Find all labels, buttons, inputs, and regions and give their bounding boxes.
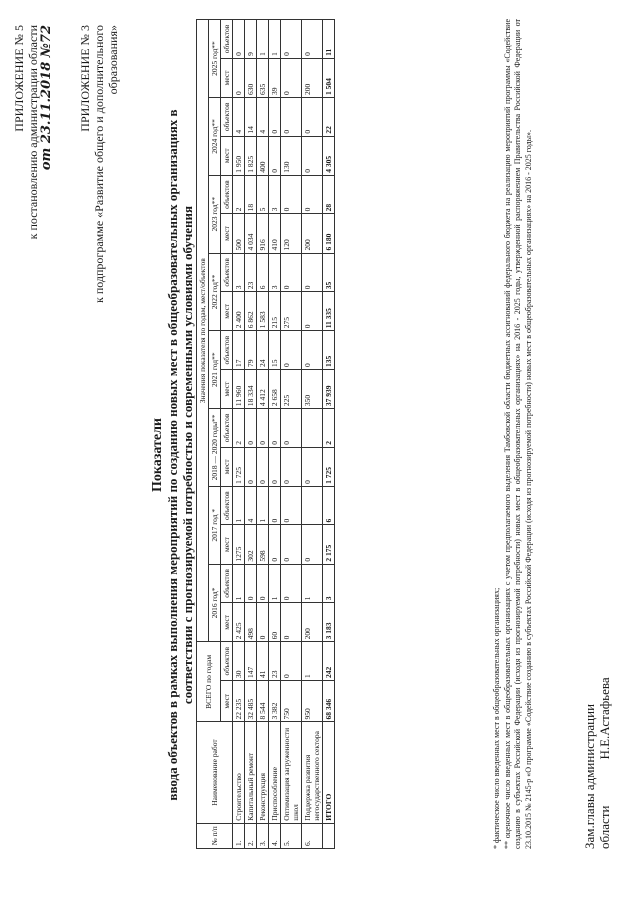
table-cell: 4 [245,486,257,525]
table-cell: 630 [245,58,257,97]
table-cell: 8 544 [257,681,269,722]
total-cell: 3 183 [323,603,335,642]
row-name: Оптимизация загруженности школ [281,722,302,823]
header-places: мест [221,447,233,486]
table-cell: 39 [269,58,281,97]
table-cell: 41 [257,642,269,681]
header-year: 2024 год** [209,98,221,176]
table-cell: 0 [257,603,269,642]
table-cell: 0 [269,136,281,175]
table-cell: 0 [281,58,302,97]
header-places: мест [221,681,233,722]
table-cell: 350 [302,369,323,408]
table-cell: 4 [257,98,269,137]
table-cell: 15 [269,331,281,370]
table-cell: 0 [269,447,281,486]
table-cell: 0 [257,564,269,603]
header-places: мест [221,58,233,97]
table-cell: 0 [281,175,302,214]
table-cell: 0 [281,642,302,681]
table-cell: 0 [281,603,302,642]
table-cell: 2 658 [269,369,281,408]
table-cell: 200 [302,214,323,253]
table-cell: 200 [302,58,323,97]
table-cell: 0 [302,20,323,59]
header-name: Наименование работ [197,722,233,823]
header-objects: объектов [221,409,233,448]
header-num: № п/п [197,823,233,848]
header-objects: объектов [221,175,233,214]
table-cell: 1 [269,564,281,603]
table-cell: 0 [257,409,269,448]
footnotes [492,19,534,849]
table-cell: 3 [233,253,245,292]
table-cell: 5 [257,175,269,214]
table-cell: 4 034 [245,214,257,253]
table-cell: 18 [245,175,257,214]
table-cell: 3 [269,175,281,214]
row-name: Поддержка развития негосударственного сектора [302,722,323,823]
table-cell: 23 [245,253,257,292]
table-cell: 6 [257,253,269,292]
appendix-number: ПРИЛОЖЕНИЕ № 5 [12,25,26,132]
table-cell: 0 [269,525,281,564]
subappendix-ref: к подпрограмме «Развитие общего и дополнительного [92,25,106,304]
table-cell: 32 485 [245,681,257,722]
table-cell: 950 [302,681,323,722]
header-objects: объектов [221,253,233,292]
row-number: 3. [257,823,269,848]
table-cell: 1 825 [245,136,257,175]
header-places: мест [221,525,233,564]
table-cell: 3 [269,253,281,292]
table-cell: 215 [269,292,281,331]
table-cell: 1 583 [257,292,269,331]
title-heading: Показатели [150,417,165,493]
table-cell: 3 382 [269,681,281,722]
table-cell: 0 [281,20,302,59]
table-cell: 2 [233,409,245,448]
total-cell: 11 335 [323,292,335,331]
total-label: ИТОГО [323,722,335,823]
table-cell: 79 [245,331,257,370]
table-cell: 17 [233,331,245,370]
title-line-3: соответствии с прогнозируемой потребностью и современными условиями обучения [180,205,195,705]
header-places: мест [221,292,233,331]
header-objects: объектов [221,564,233,603]
appendix-header [12,25,54,345]
table-cell: 1275 [233,525,245,564]
table-cell: 2 [233,175,245,214]
table-cell: 1 [302,564,323,603]
table-cell: 400 [257,136,269,175]
table-cell: 0 [281,98,302,137]
row-name: Приспособление [269,722,281,823]
row-name: Строительство [233,722,245,823]
footnote-2: ** оценочное число введенных мест в общеобразовательных организациях с учетом предполагаемого выделения Тамбовской области бюджетных ассигнований федерального бюджета на реализацию мероприятий программы «Содействие созданию в субъектах Российской Федерации (исходя из прогнозируемой потребности) новых мест в общеобразовательных организациях» на 2016 - 2025 годы, утвержденной распоряжением Правительства Российской Федерации от 23.10.2015 № 2145-р «О программе «Содействие созданию в субъектах Российской Федерации (исходя из прогнозируемой потребности) новых мест в общеобразовательных организациях» на 2016 - 2025 годы». [502,19,533,849]
header-year: 2016 год* [209,564,221,642]
table-cell: 635 [257,58,269,97]
table-cell: 4 412 [257,369,269,408]
row-number: 1. [233,823,245,848]
table-cell: 0 [281,253,302,292]
table-cell: 1 [233,564,245,603]
table-cell: 0 [302,525,323,564]
table-cell: 0 [245,447,257,486]
table-cell: 0 [269,486,281,525]
total-cell: 2 [323,409,335,448]
total-row [323,20,335,849]
table-cell: 22 235 [233,681,245,722]
signature-block [582,449,612,849]
table-cell: 6 862 [245,292,257,331]
table-cell: 1 [302,642,323,681]
header-year: 2021 год** [209,331,221,409]
table-cell: 0 [281,447,302,486]
table-row [233,20,245,849]
table-cell: 0 [302,292,323,331]
total-cell: 35 [323,253,335,292]
table-cell: 147 [245,642,257,681]
total-empty-cell [323,823,335,848]
table-cell: 0 [233,58,245,97]
table-cell: 11 960 [233,369,245,408]
table-cell: 275 [281,292,302,331]
table-cell: 0 [245,409,257,448]
table-cell: 0 [302,98,323,137]
header-objects: объектов [221,486,233,525]
table-cell: 2 425 [233,603,245,642]
total-cell: 1 504 [323,58,335,97]
table-cell: 0 [281,409,302,448]
table-cell: 1 [269,20,281,59]
table-cell: 410 [269,214,281,253]
table-cell: 60 [269,603,281,642]
total-cell: 28 [323,175,335,214]
table-row [245,20,257,849]
table-cell: 0 [281,564,302,603]
table-cell: 0 [269,98,281,137]
total-cell: 22 [323,98,335,137]
table-cell: 0 [302,175,323,214]
table-cell: 23 [269,642,281,681]
signature-title: Зам.главы администрации [582,703,597,849]
table-cell: 500 [233,214,245,253]
table-row [302,20,323,849]
total-cell: 135 [323,331,335,370]
table-cell: 1 950 [233,136,245,175]
header-total: ВСЕГО по годам [197,642,221,722]
header-places: мест [221,603,233,642]
header-places: мест [221,136,233,175]
table-cell: 0 [269,409,281,448]
table-cell: 498 [245,603,257,642]
table-cell: 30 [233,642,245,681]
total-cell: 37 939 [323,369,335,408]
table-cell: 120 [281,214,302,253]
header-year: 2022 год** [209,253,221,331]
table-cell: 0 [245,564,257,603]
appendix-date-handwritten: от 23.11.2018 №72 [39,25,54,171]
header-year: 2018 — 2020 годы** [209,409,221,487]
row-number: 5. [281,823,302,848]
header-year: 2025 год** [209,20,221,98]
header-objects: объектов [221,98,233,137]
row-number: 2. [245,823,257,848]
table-cell: 1 [257,486,269,525]
table-row [269,20,281,849]
total-cell: 11 [323,20,335,59]
table-cell: 0 [281,486,302,525]
header-places: мест [221,214,233,253]
table-body [233,20,335,849]
header-objects: объектов [221,642,233,681]
footnote-1: * фактическое число введенных мест в общеобразовательных организациях; [492,587,501,849]
table-cell: 750 [281,681,302,722]
table-cell: 0 [257,447,269,486]
signature-name: Н.Е.Астафьева [597,677,612,760]
table-cell [302,486,323,525]
table-cell: 4 [233,98,245,137]
row-number: 4. [269,823,281,848]
table-cell: 130 [281,136,302,175]
header-objects: объектов [221,331,233,370]
table-cell: 24 [257,331,269,370]
table-cell: 0 [302,331,323,370]
table-cell: 2 400 [233,292,245,331]
subappendix-number: ПРИЛОЖЕНИЕ № 3 [78,25,92,132]
table-cell: 598 [257,525,269,564]
document-title [150,25,195,885]
table-cell: 1 [233,486,245,525]
table-cell: 0 [302,253,323,292]
table-cell: 302 [245,525,257,564]
title-line-2: ввода объектов в рамках выполнения мероприятий по созданию новых мест в общеобразовательных организациях в [165,109,180,801]
header-objects: объектов [221,20,233,59]
total-cell: 68 346 [323,681,335,722]
table-cell: 225 [281,369,302,408]
header-year: 2017 год * [209,486,221,564]
table-cell: 0 [281,525,302,564]
row-name: Капитальный ремонт [245,722,257,823]
total-cell: 6 [323,486,335,525]
table-row [257,20,269,849]
indicators-table [196,19,335,849]
table-cell: 0 [302,136,323,175]
table-cell: 18 334 [245,369,257,408]
total-cell: 3 [323,564,335,603]
table-cell: 0 [233,20,245,59]
header-year: 2023 год** [209,175,221,253]
total-cell: 4 305 [323,136,335,175]
table-row [281,20,302,849]
signature-title-cont: области [597,805,612,849]
table-cell [302,409,323,448]
total-cell: 242 [323,642,335,681]
header-places: мест [221,369,233,408]
appendix-ref: к постановлению администрации области [26,25,40,240]
total-cell: 2 175 [323,525,335,564]
total-cell: 1 725 [323,447,335,486]
header-values: Значения показателя по годам, мест/объектов [197,20,209,642]
table-cell: 14 [245,98,257,137]
table-cell: 0 [281,331,302,370]
table-cell: 916 [257,214,269,253]
table-cell: 1 [257,20,269,59]
total-cell: 6 180 [323,214,335,253]
subappendix-header [78,25,120,385]
table-cell: 1 725 [233,447,245,486]
table-cell: 200 [302,603,323,642]
table-cell: 0 [302,447,323,486]
row-number: 6. [302,823,323,848]
table-cell: 9 [245,20,257,59]
subappendix-ref-cont: образования» [106,25,120,95]
row-name: Реконструкция [257,722,269,823]
